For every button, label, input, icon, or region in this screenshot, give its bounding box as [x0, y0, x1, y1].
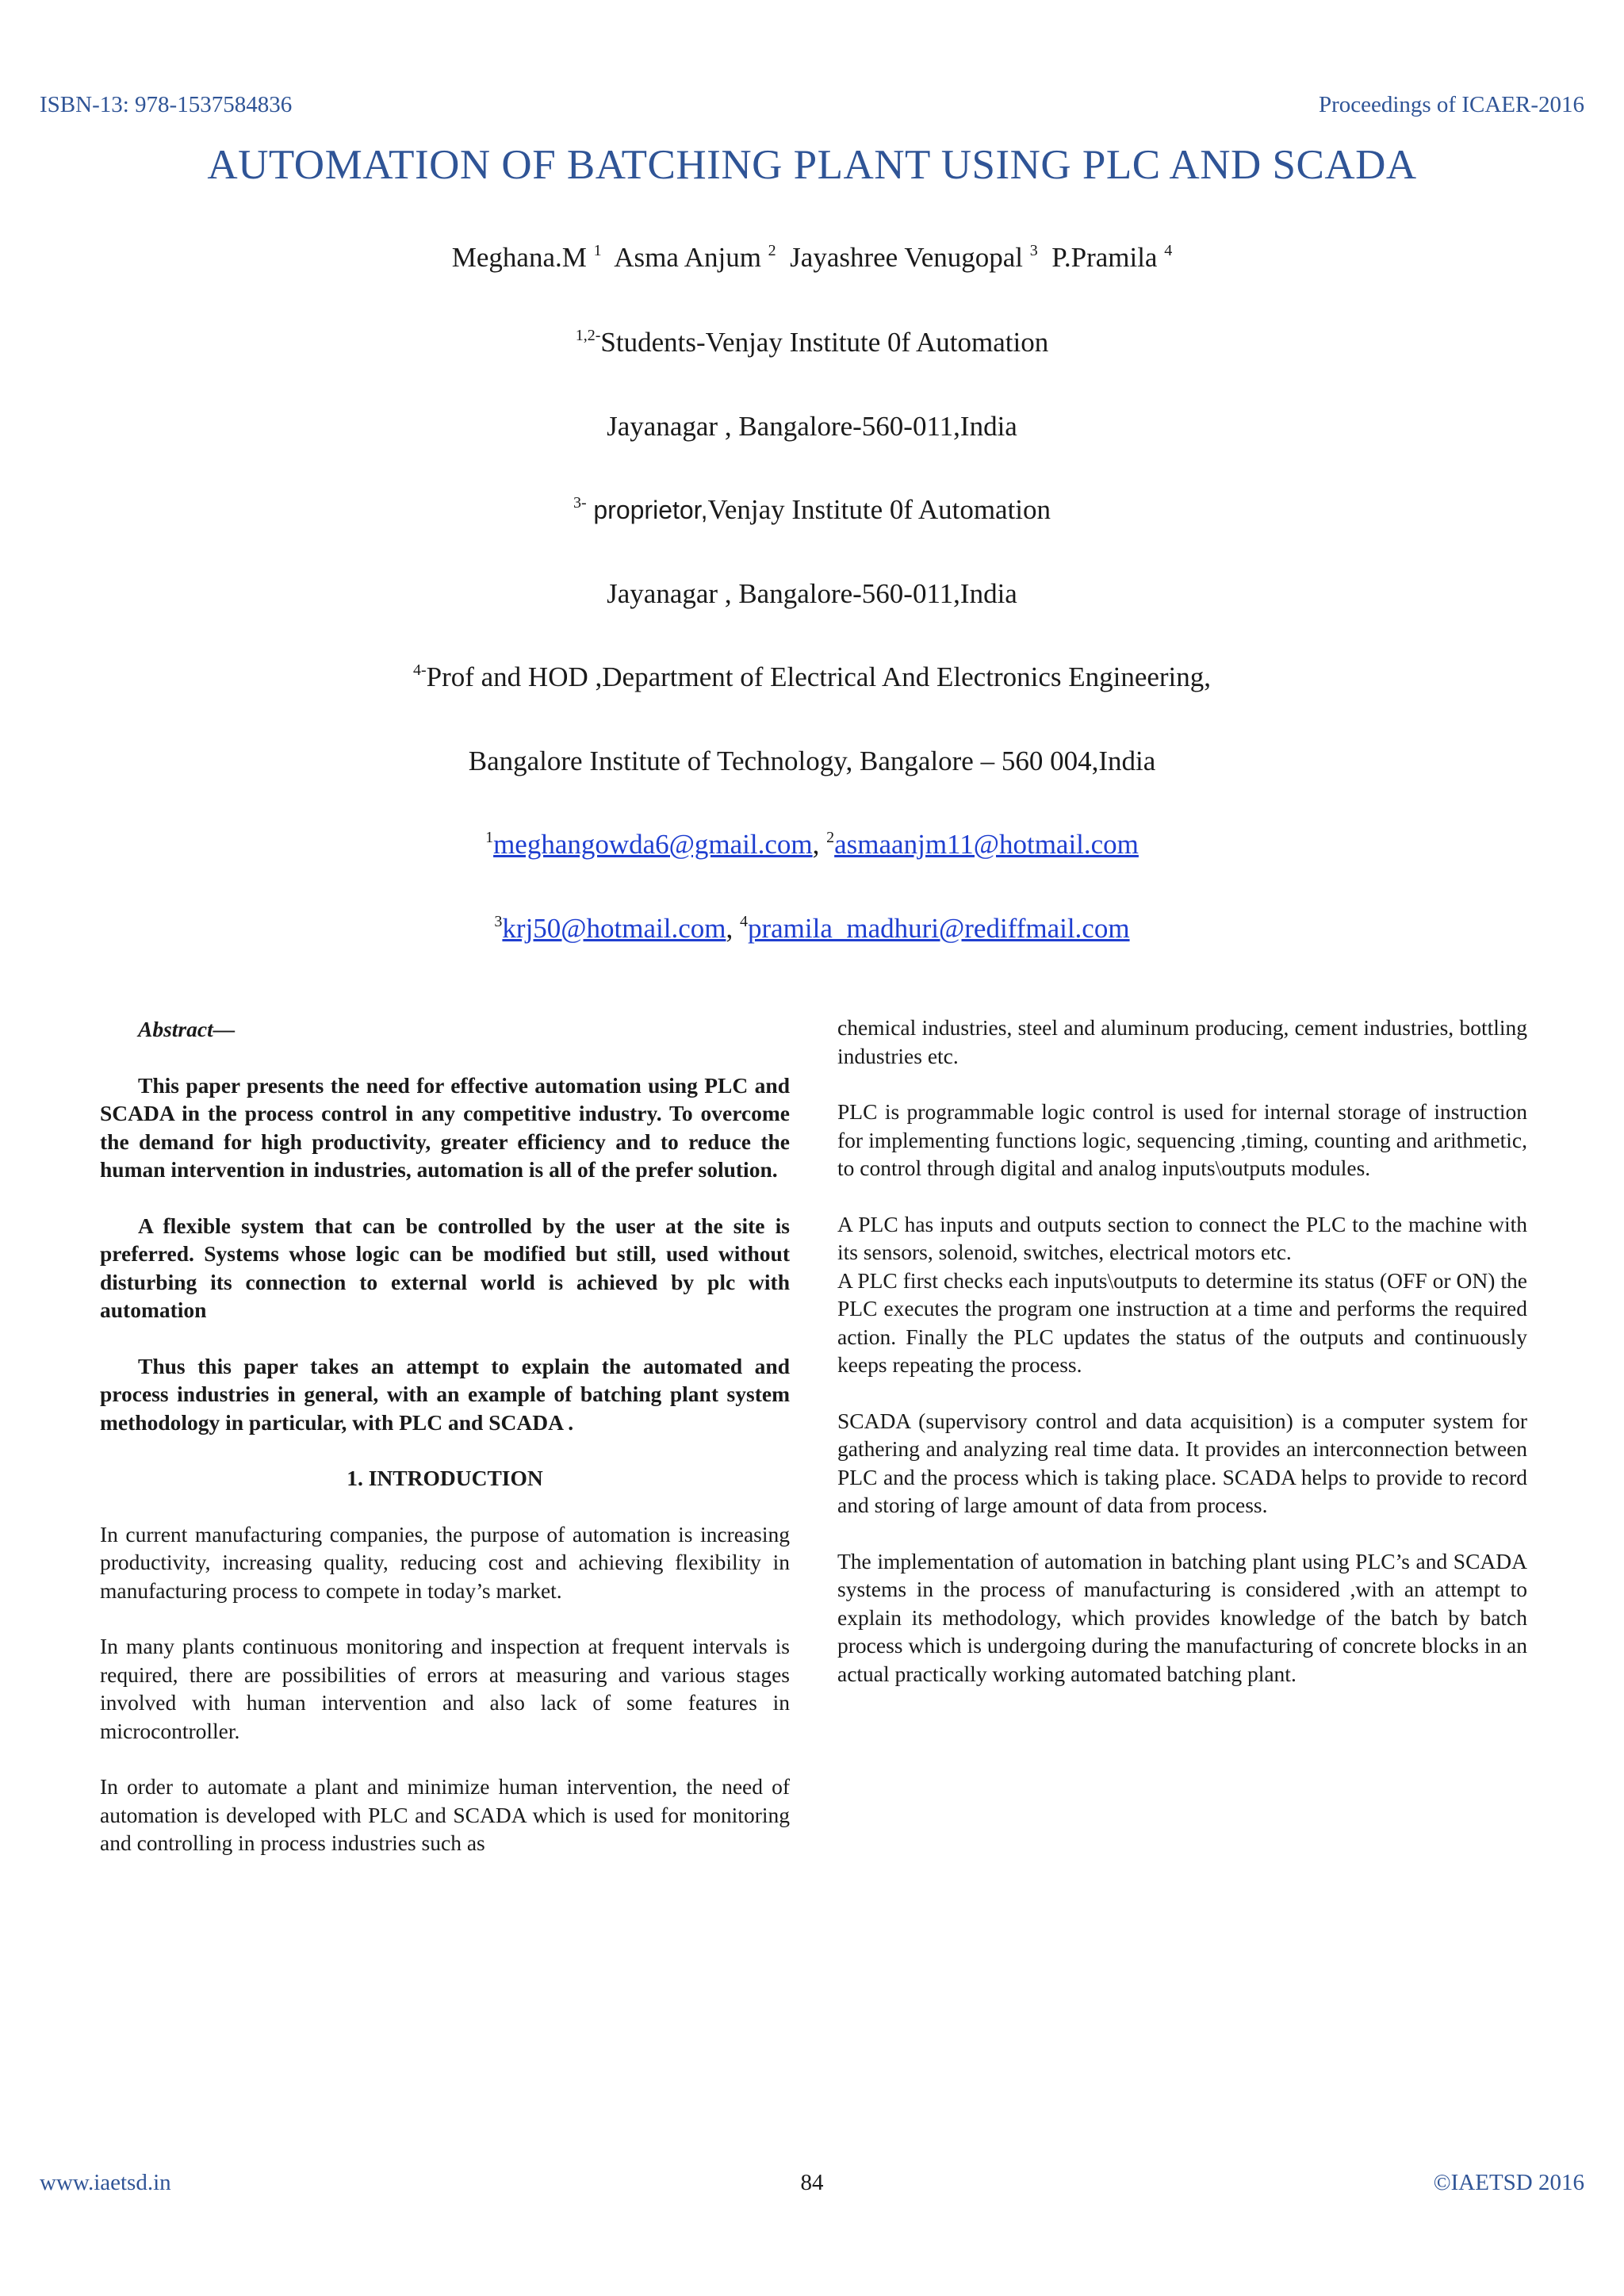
abstract-label: Abstract—: [138, 1017, 236, 1041]
affiliation-sup: 3-: [573, 494, 587, 512]
body-paragraph: SCADA (supervisory control and data acquisition) is a computer system for gathering and analyzing real time data. It provides an interconnection between PLC and the process which is taking place. SCADA helps to provide to record and storing of large amount of data from process.: [837, 1408, 1527, 1517]
affiliation-2: [0, 494, 1624, 526]
author-list: [0, 242, 1624, 274]
body-paragraph: A PLC first checks each inputs\outputs to determine its status (OFF or ON) the PLC executes the program one instruction at a time and performs the required action. Finally the PLC updates the status of the outputs and continuously keeps repeating the process.: [837, 1267, 1527, 1377]
author-name: Meghana.M: [451, 242, 587, 273]
email-sup: 4: [739, 913, 748, 930]
abstract-paragraph: Thus this paper takes an attempt to explain the automated and process industries in general, with an example of batching plant system methodology in particular, with PLC and SCADA .: [100, 1353, 790, 1435]
author-name: Jayashree Venugopal: [790, 242, 1024, 273]
left-column: [100, 1015, 790, 1885]
body-paragraph: In current manufacturing companies, the purpose of automation is increasing productivity, increasing quality, reducing cost and achieving flexibility in manufacturing process to compete in today’s market.: [100, 1521, 790, 1603]
footer-website[interactable]: www.iaetsd.in: [40, 2170, 171, 2195]
email-line-1: [0, 829, 1624, 861]
email-sup: 1: [485, 829, 494, 846]
isbn-header: ISBN-13: 978-1537584836: [40, 92, 293, 117]
affiliation-1-address: Jayanagar , Bangalore-560-011,India: [607, 411, 1017, 442]
paper-title: AUTOMATION OF BATCHING PLANT USING PLC AND SCADA: [207, 142, 1417, 188]
affiliation-text: Venjay Institute 0f Automation: [707, 494, 1051, 525]
body-paragraph: The implementation of automation in batching plant using PLC’s and SCADA systems in the process of manufacturing is considered ,with an attempt to explain its methodology, which provides knowledge of the batch by batch process which is undergoing during the manufacturing of concrete blocks in an actual practically working automated batching plant.: [837, 1548, 1527, 1686]
section-heading: 1. INTRODUCTION: [347, 1466, 543, 1490]
abstract-paragraph: A flexible system that can be controlled by the user at the site is preferred. Systems whose logic can be modified but still, used without disturbing its connection to external world is achieved by plc with automation: [100, 1213, 790, 1322]
proceedings-header: Proceedings of ICAER-2016: [1318, 92, 1584, 117]
email-line-2: [0, 913, 1624, 945]
author-sup: 2: [768, 242, 776, 259]
affiliation-2-address: Jayanagar , Bangalore-560-011,India: [607, 578, 1017, 609]
right-column: [837, 1014, 1527, 1715]
email-link[interactable]: krj50@hotmail.com: [502, 913, 726, 944]
email-link[interactable]: meghangowda6@gmail.com: [493, 829, 813, 860]
body-paragraph: In many plants continuous monitoring and inspection at frequent intervals is required, there are possibilities of errors at measuring and various stages involved with human intervention and also lack of some features in microcontroller.: [100, 1634, 790, 1743]
body-paragraph: In order to automate a plant and minimize human intervention, the need of automation is developed with PLC and SCADA which is used for monitoring and controlling in process industries such as: [100, 1774, 790, 1855]
email-separator: ,: [812, 829, 827, 860]
affiliation-role: proprietor,: [593, 496, 708, 524]
footer-copyright: ©IAETSD 2016: [1433, 2170, 1584, 2195]
body-paragraph: chemical industries, steel and aluminum producing, cement industries, bottling industries etc.: [837, 1015, 1527, 1068]
email-link[interactable]: pramila_madhuri@rediffmail.com: [747, 913, 1130, 944]
page-number: 84: [800, 2170, 824, 2195]
author-sup: 4: [1164, 242, 1173, 259]
affiliation-text: Prof and HOD ,Department of Electrical And Electronics Engineering,: [426, 661, 1212, 692]
body-paragraph: A PLC has inputs and outputs section to connect the PLC to the machine with its sensors, solenoid, switches, electrical motors etc.: [837, 1211, 1527, 1264]
affiliation-sup: 1,2-: [575, 327, 601, 344]
affiliation-3-address: Bangalore Institute of Technology, Bangalore – 560 004,India: [468, 746, 1156, 776]
affiliation-3: [0, 661, 1624, 693]
email-sup: 2: [826, 829, 835, 846]
affiliation-text: Students-Venjay Institute 0f Automation: [600, 327, 1049, 358]
author-sup: 3: [1029, 242, 1038, 259]
email-sup: 3: [494, 913, 503, 930]
author-name: Asma Anjum: [614, 242, 761, 273]
abstract-paragraph: This paper presents the need for effective automation using PLC and SCADA in the process control in any competitive industry. To overcome the demand for high productivity, greater efficiency and to reduce the human intervention in industries, automation is all of the prefer solution.: [100, 1072, 790, 1182]
body-paragraph: PLC is programmable logic control is used for internal storage of instruction for implementing functions logic, sequencing ,timing, counting and arithmetic, to control through digital and analog inputs\outputs modules.: [837, 1099, 1527, 1180]
email-separator: ,: [726, 913, 740, 944]
affiliation-sup: 4-: [412, 661, 427, 679]
author-name: P.Pramila: [1051, 242, 1158, 273]
email-link[interactable]: asmaanjm11@hotmail.com: [834, 829, 1139, 860]
author-sup: 1: [593, 242, 602, 259]
affiliation-1: [0, 327, 1624, 358]
